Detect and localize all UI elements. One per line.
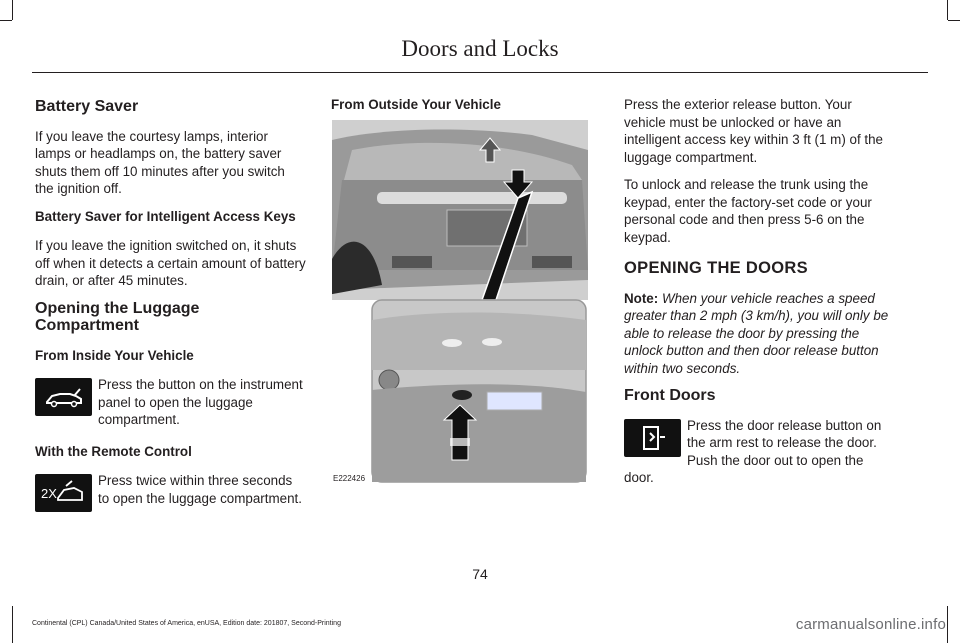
front-doors-heading: Front Doors [624,387,716,404]
inside-heading: From Inside Your Vehicle [35,347,194,363]
inside-text: Press the button on the instrument panel to open the luggage compartment. [98,377,303,427]
crop-mark [0,20,12,21]
keypad-text: To unlock and release the trunk using the keypad, enter the factory-set code or your personal code and then press 5-6 on the keypad. [624,177,872,245]
figure-code: E222426 [333,474,366,483]
trunk-release-figure [332,120,588,484]
opening-doors-heading: OPENING THE DOORS [624,259,808,277]
front-doors-text: Press the door release button on the arm rest to release the door. Push the door out to open the door. [624,417,882,485]
inside-instruction [35,376,307,429]
header-rule [32,72,928,73]
luggage-heading: Opening the Luggage Compartment [35,299,200,334]
remote-icon-label: 2X [41,486,57,501]
page-number: 74 [472,566,488,582]
front-doors-instruction [624,417,896,487]
crop-mark [12,0,13,20]
ia-keys-heading: Battery Saver for Intelligent Access Keys [35,208,296,224]
crop-mark [12,606,13,643]
page-title: Doors and Locks [401,36,559,61]
note-label: Note: [624,290,659,306]
footer-edition: Continental (CPL) Canada/United States of America, enUSA, Edition date: 201807, Second-Printing [32,620,341,627]
outside-heading: From Outside Your Vehicle [331,97,501,112]
remote-text: Press twice within three seconds to open the luggage compartment. [98,473,302,506]
note-text: When your vehicle reaches a speed greater than 2 mph (3 km/h), you will only be able to release the door by pressing the unlock button and then door release button within two seconds. [624,290,889,376]
crop-mark [948,20,960,21]
crop-mark [947,0,948,20]
battery-saver-text: If you leave the courtesy lamps, interior lamps or headlamps on, the battery saver shuts them off 10 minutes after you switch the ignition off. [35,128,285,196]
remote-instruction [35,472,307,516]
battery-saver-heading: Battery Saver [35,98,139,115]
release-text: Press the exterior release button. Your vehicle must be unlocked or have an intelligent access key within 3 ft (1 m) of the luggage compartment. [624,97,883,165]
crop-mark [947,606,948,643]
left-column [35,96,307,530]
right-column [624,96,896,501]
ia-keys-text: If you leave the ignition switched on, it shuts off when it detects a certain amount of battery drain, or after 45 minutes. [35,238,306,288]
trunk-open-icon [35,378,92,416]
note [624,290,896,378]
remote-trunk-2x-icon [35,474,92,512]
door-release-icon [624,419,681,457]
watermark[interactable]: carmanualsonline.info [795,616,946,633]
remote-heading: With the Remote Control [35,443,192,459]
